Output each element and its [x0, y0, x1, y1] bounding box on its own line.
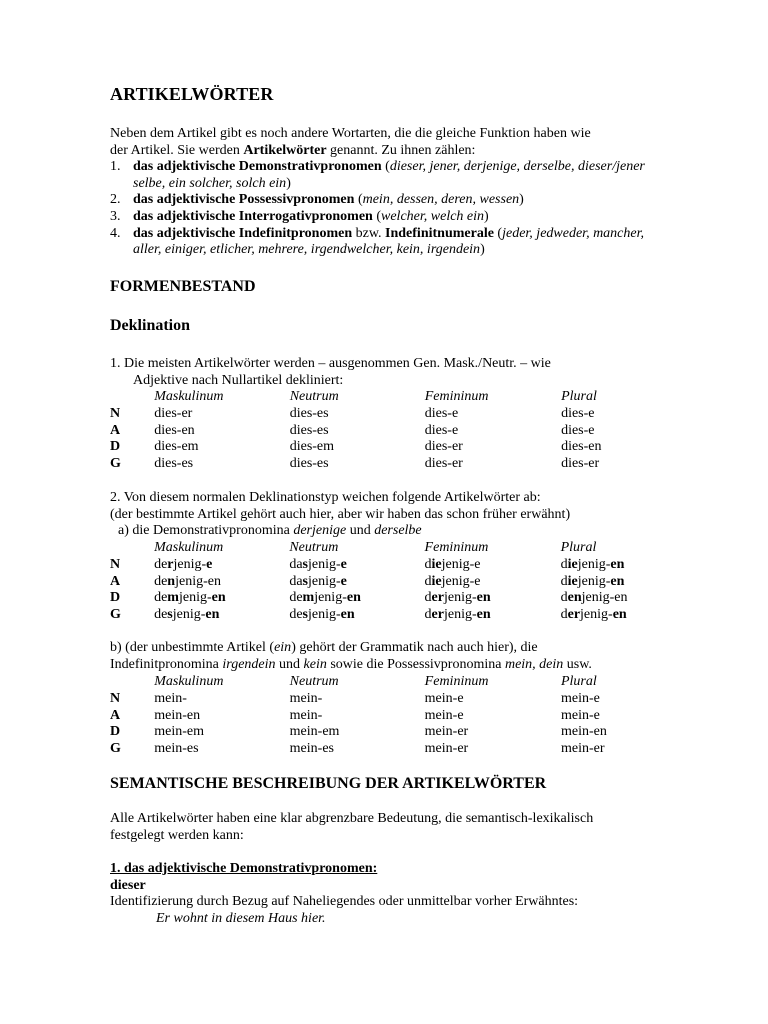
case-label: G	[110, 607, 121, 623]
column-header: Maskulinum	[154, 540, 224, 555]
example-sentence: Er wohnt in diesem Haus hier.	[156, 910, 326, 926]
subsection-heading: 1. das adjektivische Demonstrativpronomen:	[110, 861, 378, 876]
table-body	[110, 557, 650, 624]
table-cell: denjenig-en	[154, 573, 221, 589]
table-row: N mein- mein- mein-e mein-e	[110, 690, 600, 706]
table-cell: diejenig-e	[424, 573, 481, 589]
column-header: Femininum	[424, 540, 489, 555]
column-header: Maskulinum	[154, 674, 224, 689]
case-label: N	[110, 556, 121, 572]
text-line: Identifizierung durch Bezug auf Naheliegendes oder unmittelbar vorher Erwähntes:	[110, 894, 579, 910]
declension-table-derjenige	[110, 540, 650, 624]
table-row: A mein-en mein- mein-e mein-e	[110, 707, 600, 723]
section-heading-semantik: SEMANTISCHE BESCHREIBUNG DER ARTIKELWÖRTER	[110, 775, 547, 792]
deklination-point-1	[110, 356, 650, 389]
table-row: G dies-es dies-es dies-er dies-er	[110, 456, 600, 472]
column-header: Femininum	[424, 674, 489, 689]
text-line: festgelegt werden kann:	[110, 827, 244, 843]
text-line: (der bestimmte Artikel gehört auch hier, aber wir haben das schon früher erwähnt)	[110, 506, 571, 522]
column-header: Plural	[560, 540, 597, 555]
column-header: Femininum	[424, 389, 489, 404]
table-cell: desjenig-en	[289, 607, 355, 623]
table-header-row	[110, 389, 650, 406]
intro-paragraph	[110, 126, 650, 259]
column-header: Neutrum	[289, 540, 339, 555]
intro-line: Neben dem Artikel gibt es noch andere Wortarten, die die gleiche Funktion haben wie	[110, 126, 591, 141]
table-cell: demjenig-en	[154, 590, 226, 606]
column-header: Neutrum	[289, 389, 339, 404]
table-cell: dasjenig-e	[289, 556, 347, 572]
table-cell: derjenig-en	[560, 607, 627, 623]
table-header-row	[110, 540, 650, 557]
table-header-row	[110, 674, 650, 691]
section-heading-formenbestand: FORMENBESTAND	[110, 278, 256, 295]
text-line: Indefinitpronomina irgendein und kein sowie die Possessivpronomina mein, dein usw.	[110, 656, 592, 672]
text-line: Alle Artikelwörter haben eine klar abgrenzbare Bedeutung, die semantisch-lexikalisch	[110, 811, 594, 826]
table-cell: derjenig-e	[154, 556, 213, 572]
text-line: a) die Demonstrativpronomina derjenige und derselbe	[118, 523, 422, 539]
column-header: Neutrum	[289, 674, 339, 689]
section-heading-deklination: Deklination	[110, 317, 191, 334]
column-header: Plural	[561, 389, 597, 404]
table-cell: dasjenig-e	[289, 573, 347, 589]
table-cell: diejenig-e	[424, 556, 481, 572]
table-row	[110, 607, 650, 624]
text-line: b) (der unbestimmte Artikel (ein) gehört der Grammatik nach auch hier), die	[110, 640, 538, 655]
page-title: ARTIKELWÖRTER	[110, 84, 274, 104]
table-row: D dies-em dies-em dies-er dies-en	[110, 439, 602, 455]
table-row: D mein-em mein-em mein-er mein-en	[110, 724, 607, 740]
list-item: 2. das adjektivische Possessivpronomen (mein, dessen, deren, wessen)	[110, 192, 524, 208]
table-cell: derjenig-en	[424, 590, 491, 606]
list-item: 4. das adjektivische Indefinitpronomen bzw. Indefinitnumerale (jeder, jedweder, mancher, aller, einiger, etlicher, mehrere, irgendwelcher, kein, irgendein)	[110, 225, 645, 258]
deklination-point-b	[110, 640, 650, 673]
text-line: Adjektive nach Nullartikel dekliniert:	[133, 372, 344, 388]
deklination-point-2	[110, 490, 650, 540]
declension-table-dieser	[110, 389, 650, 473]
list-item: 1. das adjektivische Demonstrativpronomen (dieser, jener, derjenige, derselbe, dieser/jener selbe, ein solcher, solch ein)	[110, 159, 645, 191]
declension-table-mein	[110, 674, 650, 758]
text-line: 1. Die meisten Artikelwörter werden – ausgenommen Gen. Mask./Neutr. – wie	[110, 356, 551, 371]
table-row: N dies-er dies-es dies-e dies-e	[110, 405, 595, 421]
table-row	[110, 590, 650, 607]
column-header: Plural	[560, 674, 597, 689]
table-row: G mein-es mein-es mein-er mein-er	[110, 741, 605, 757]
intro-line: der Artikel. Sie werden Artikelwörter genannt. Zu ihnen zählen:	[110, 142, 476, 158]
table-cell: demjenig-en	[289, 590, 361, 606]
artikelwoerter-list	[110, 159, 650, 259]
table-cell: derjenig-en	[424, 607, 491, 623]
table-row	[110, 574, 650, 591]
semantik-paragraph	[110, 811, 650, 844]
list-item: 3. das adjektivische Interrogativpronomen (welcher, welch ein)	[110, 208, 489, 224]
case-label: D	[110, 590, 121, 606]
demonstrativ-subsection	[110, 861, 650, 927]
keyword: dieser	[110, 877, 146, 893]
table-cell: diejenig-en	[560, 556, 625, 572]
column-header: Maskulinum	[154, 389, 224, 404]
table-row	[110, 557, 650, 574]
table-cell: diejenig-en	[560, 573, 625, 589]
table-cell: desjenig-en	[154, 607, 220, 623]
case-label: A	[110, 573, 121, 589]
table-cell: denjenig-en	[560, 590, 628, 606]
table-row: A dies-en dies-es dies-e dies-e	[110, 422, 595, 438]
text-line: 2. Von diesem normalen Deklinationstyp weichen folgende Artikelwörter ab:	[110, 490, 541, 505]
